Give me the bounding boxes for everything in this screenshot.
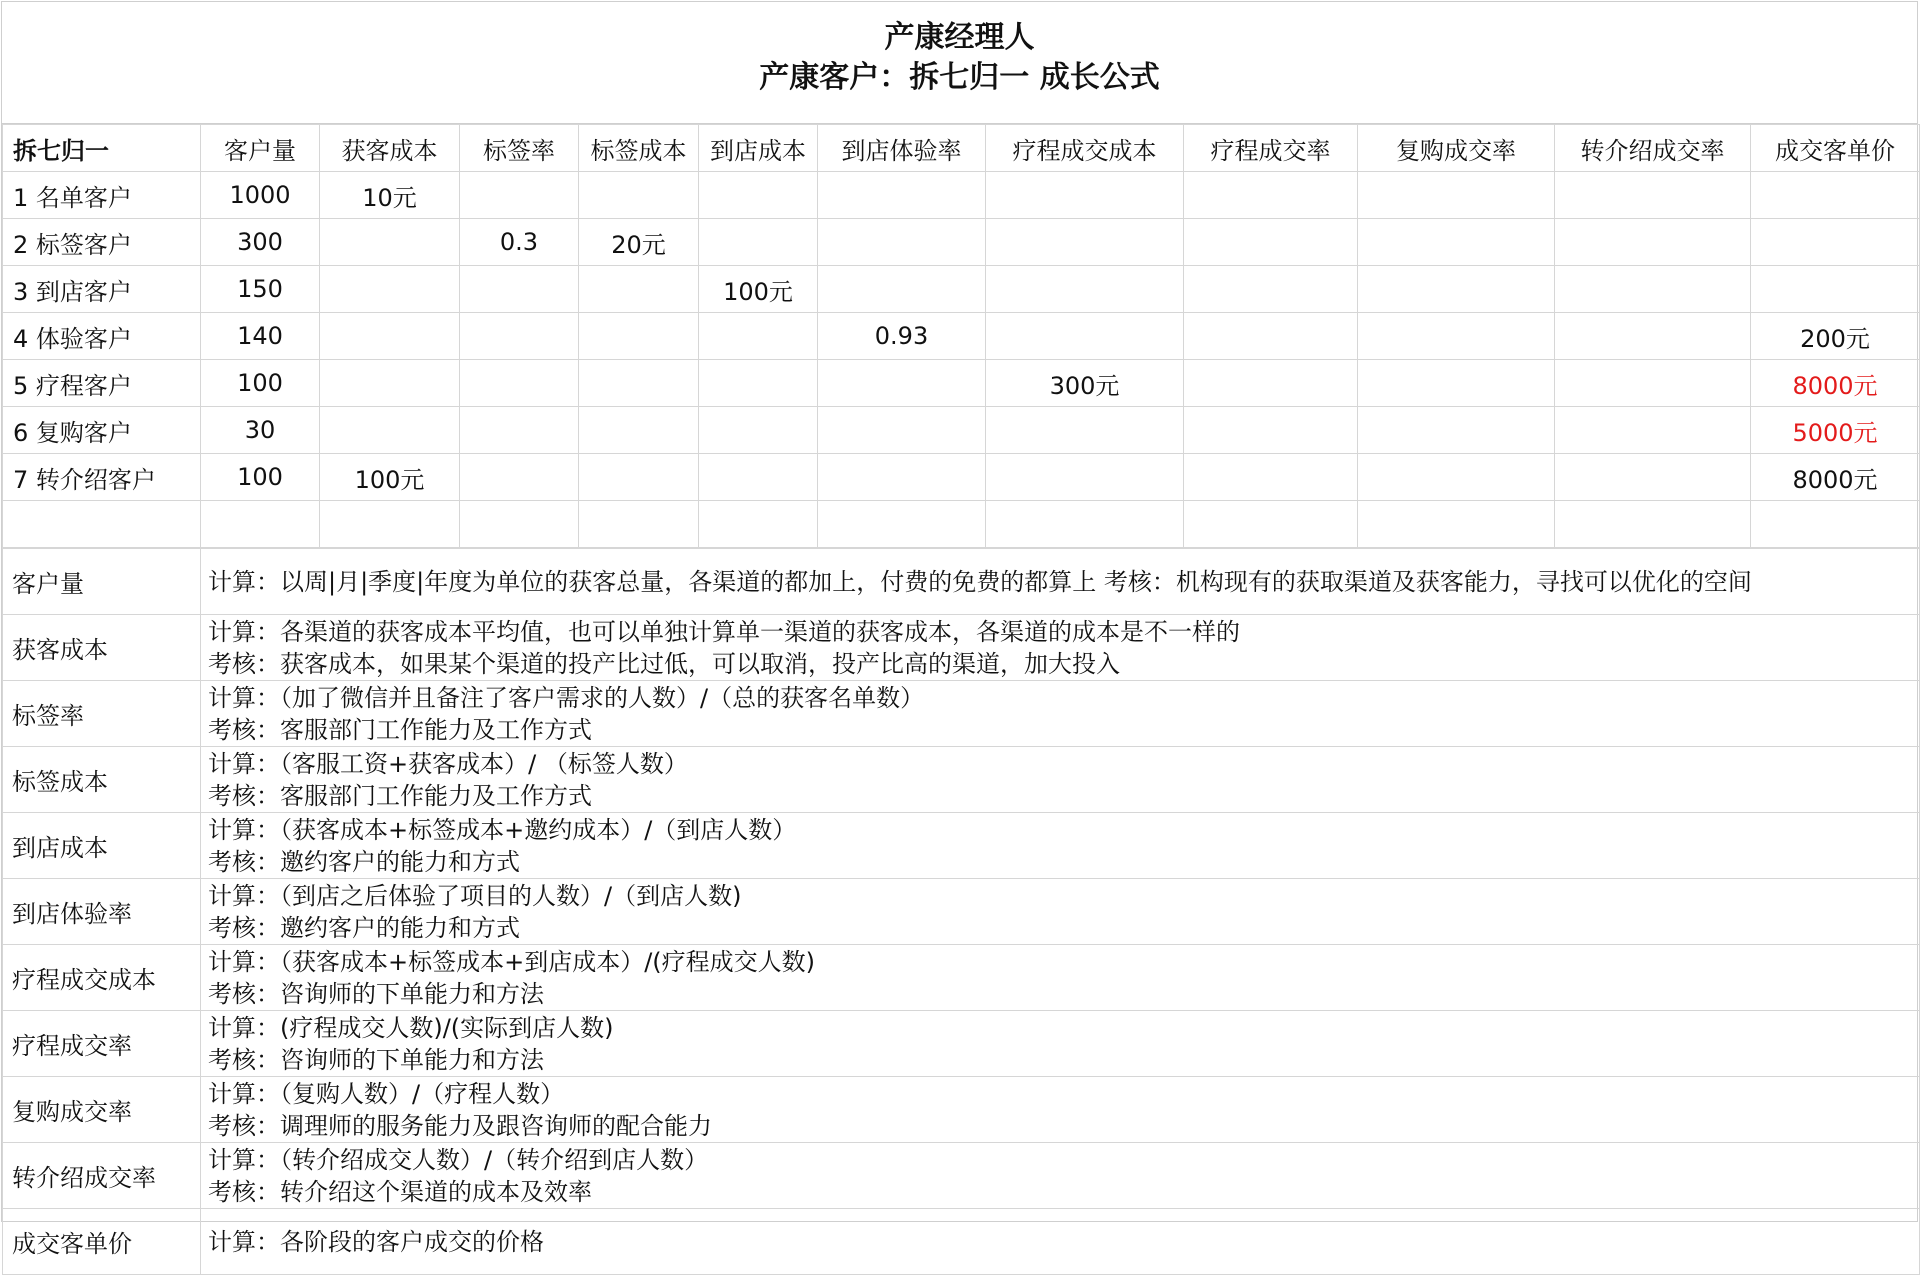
column-header[interactable]: 客户量	[201, 125, 320, 172]
table-row	[3, 407, 1920, 454]
table-cell[interactable]	[579, 501, 699, 548]
definition-line: 计算：（获客成本+标签成本+到店成本）/(疗程成交人数)	[208, 947, 816, 976]
definition-line: 计算：各渠道的获客成本平均值，也可以单独计算单一渠道的获客成本，各渠道的成本是不一样的	[208, 617, 1240, 646]
definition-line: 计算：以周|月|季度|年度为单位的获客总量，各渠道的都加上，付费的免费的都算上 考核：机构现有的获取渠道及获客能力，寻找可以优化的空间	[208, 567, 1752, 596]
table-cell[interactable]	[818, 360, 986, 407]
table-cell[interactable]	[699, 172, 818, 219]
definition-row	[3, 813, 1920, 879]
column-header[interactable]: 获客成本	[320, 125, 460, 172]
table-cell[interactable]: 140	[201, 313, 320, 360]
definition-text[interactable]	[201, 615, 1920, 681]
table-cell[interactable]: 5000元	[1751, 407, 1920, 454]
table-cell[interactable]	[1555, 219, 1751, 266]
table-cell[interactable]	[579, 407, 699, 454]
table-cell[interactable]	[320, 360, 460, 407]
table-cell[interactable]	[460, 266, 579, 313]
table-cell[interactable]	[579, 313, 699, 360]
table-cell[interactable]	[1751, 266, 1920, 313]
table-cell[interactable]	[1358, 407, 1555, 454]
table-cell[interactable]	[1184, 360, 1358, 407]
column-header[interactable]: 标签成本	[579, 125, 699, 172]
definition-row	[3, 615, 1920, 681]
definition-line: 考核：咨询师的下单能力和方法	[208, 1045, 544, 1074]
table-cell[interactable]: 100元	[320, 454, 460, 501]
table-cell[interactable]	[986, 454, 1184, 501]
definition-row	[3, 1209, 1920, 1275]
column-header[interactable]: 复购成交率	[1358, 125, 1555, 172]
table-row	[3, 219, 1920, 266]
table-cell[interactable]	[320, 266, 460, 313]
table-cell[interactable]: 300元	[986, 360, 1184, 407]
table-cell[interactable]	[1358, 219, 1555, 266]
column-header[interactable]: 拆七归一	[3, 125, 201, 172]
row-label-cell[interactable]: 1 名单客户	[3, 172, 201, 219]
definition-text[interactable]	[201, 549, 1920, 615]
definition-row	[3, 681, 1920, 747]
row-label-cell[interactable]: 2 标签客户	[3, 219, 201, 266]
definition-text[interactable]	[201, 1011, 1920, 1077]
table-cell[interactable]: 8000元	[1751, 360, 1920, 407]
definition-label[interactable]: 标签成本	[3, 747, 201, 813]
table-cell[interactable]	[818, 219, 986, 266]
definition-text[interactable]	[201, 747, 1920, 813]
definition-label[interactable]: 到店体验率	[3, 879, 201, 945]
definition-text[interactable]	[201, 681, 1920, 747]
column-header[interactable]: 标签率	[460, 125, 579, 172]
row-label-cell[interactable]: 7 转介绍客户	[3, 454, 201, 501]
definition-line: 计算：（复购人数）/（疗程人数）	[208, 1079, 565, 1108]
page-subtitle: 产康客户：拆七归一 成长公式	[759, 60, 1160, 95]
definition-text[interactable]	[201, 945, 1920, 1011]
definition-text[interactable]	[201, 1209, 1920, 1275]
definition-text[interactable]	[201, 1077, 1920, 1143]
table-cell[interactable]	[818, 501, 986, 548]
table-cell[interactable]: 0.93	[818, 313, 986, 360]
table-cell[interactable]	[986, 219, 1184, 266]
table-cell[interactable]: 300	[201, 219, 320, 266]
definition-text[interactable]	[201, 813, 1920, 879]
table-cell[interactable]	[818, 172, 986, 219]
table-cell[interactable]	[986, 172, 1184, 219]
definition-text[interactable]	[201, 1143, 1920, 1209]
page-title: 产康经理人	[884, 20, 1035, 55]
table-cell[interactable]	[1751, 501, 1920, 548]
definition-label[interactable]: 转介绍成交率	[3, 1143, 201, 1209]
definition-label[interactable]: 疗程成交成本	[3, 945, 201, 1011]
header-row	[3, 125, 1920, 172]
table-cell[interactable]	[699, 219, 818, 266]
table-row	[3, 454, 1920, 501]
definition-row	[3, 549, 1920, 615]
table-cell[interactable]	[1184, 313, 1358, 360]
table-cell[interactable]	[1358, 266, 1555, 313]
definition-text[interactable]	[201, 879, 1920, 945]
definition-line: 考核：客服部门工作能力及工作方式	[208, 715, 592, 744]
definition-row	[3, 1077, 1920, 1143]
definition-line: 计算：（到店之后体验了项目的人数）/（到店人数)	[208, 881, 742, 910]
definition-line: 考核：邀约客户的能力和方式	[208, 847, 520, 876]
table-row	[3, 266, 1920, 313]
spreadsheet	[1, 1, 1918, 1258]
metrics-table	[2, 124, 1920, 548]
table-cell[interactable]: 8000元	[1751, 454, 1920, 501]
table-cell[interactable]	[1555, 172, 1751, 219]
definition-label[interactable]: 标签率	[3, 681, 201, 747]
table-cell[interactable]: 100元	[699, 266, 818, 313]
table-cell[interactable]	[1555, 313, 1751, 360]
table-cell[interactable]: 0.3	[460, 219, 579, 266]
definition-label[interactable]: 疗程成交率	[3, 1011, 201, 1077]
table-cell[interactable]	[320, 219, 460, 266]
table-cell[interactable]	[460, 501, 579, 548]
table-row	[3, 360, 1920, 407]
row-label-cell[interactable]: 3 到店客户	[3, 266, 201, 313]
table-cell[interactable]	[1751, 219, 1920, 266]
table-cell[interactable]: 10元	[320, 172, 460, 219]
table-cell[interactable]	[1555, 360, 1751, 407]
table-cell[interactable]: 1000	[201, 172, 320, 219]
table-cell[interactable]	[699, 407, 818, 454]
table-cell[interactable]	[1358, 501, 1555, 548]
definition-line: 考核：邀约客户的能力和方式	[208, 913, 520, 942]
table-cell[interactable]: 30	[201, 407, 320, 454]
table-cell[interactable]	[460, 454, 579, 501]
table-cell[interactable]	[460, 172, 579, 219]
table-cell[interactable]: 100	[201, 360, 320, 407]
row-label-cell[interactable]	[3, 501, 201, 548]
table-cell[interactable]: 20元	[579, 219, 699, 266]
table-cell[interactable]	[460, 360, 579, 407]
definition-label[interactable]: 成交客单价	[3, 1209, 201, 1275]
definition-row	[3, 1143, 1920, 1209]
table-cell[interactable]	[1555, 501, 1751, 548]
table-cell[interactable]	[986, 313, 1184, 360]
definition-line: 计算：（转介绍成交人数）/（转介绍到店人数）	[208, 1145, 709, 1174]
row-label-cell[interactable]: 5 疗程客户	[3, 360, 201, 407]
table-cell[interactable]	[699, 454, 818, 501]
table-cell[interactable]	[818, 266, 986, 313]
definition-line: 计算：各阶段的客户成交的价格	[208, 1227, 544, 1256]
table-cell[interactable]	[460, 407, 579, 454]
column-header[interactable]: 到店体验率	[818, 125, 986, 172]
definition-line: 考核：客服部门工作能力及工作方式	[208, 781, 592, 810]
table-cell[interactable]	[818, 454, 986, 501]
table-cell[interactable]: 150	[201, 266, 320, 313]
table-cell[interactable]	[320, 407, 460, 454]
table-row	[3, 313, 1920, 360]
table-cell[interactable]	[1358, 360, 1555, 407]
table-cell[interactable]	[1751, 172, 1920, 219]
table-cell[interactable]	[579, 266, 699, 313]
table-cell[interactable]	[201, 501, 320, 548]
definition-line: 计算：(疗程成交人数)/(实际到店人数)	[208, 1013, 614, 1042]
column-header[interactable]: 转介绍成交率	[1555, 125, 1751, 172]
table-cell[interactable]	[1358, 172, 1555, 219]
row-label-cell[interactable]: 4 体验客户	[3, 313, 201, 360]
table-cell[interactable]	[1184, 219, 1358, 266]
table-cell[interactable]	[1358, 454, 1555, 501]
table-cell[interactable]	[1555, 407, 1751, 454]
table-cell[interactable]	[460, 313, 579, 360]
table-cell[interactable]	[579, 360, 699, 407]
table-cell[interactable]	[986, 266, 1184, 313]
definitions-table	[2, 548, 1920, 1275]
definition-label[interactable]: 复购成交率	[3, 1077, 201, 1143]
definition-row	[3, 945, 1920, 1011]
table-cell[interactable]	[986, 407, 1184, 454]
definition-row	[3, 1011, 1920, 1077]
title-block	[2, 2, 1917, 124]
definition-line: 计算：（客服工资+获客成本）/ （标签人数）	[208, 749, 688, 778]
table-cell[interactable]	[1555, 266, 1751, 313]
table-cell[interactable]	[320, 501, 460, 548]
table-cell[interactable]	[579, 454, 699, 501]
table-cell[interactable]: 200元	[1751, 313, 1920, 360]
table-cell[interactable]	[579, 172, 699, 219]
table-cell[interactable]	[1184, 407, 1358, 454]
table-row	[3, 172, 1920, 219]
definition-line: 考核：获客成本，如果某个渠道的投产比过低，可以取消，投产比高的渠道，加大投入	[208, 649, 1120, 678]
definition-label[interactable]: 客户量	[3, 549, 201, 615]
table-cell[interactable]	[699, 360, 818, 407]
definition-row	[3, 879, 1920, 945]
table-cell[interactable]	[1184, 266, 1358, 313]
table-cell[interactable]	[699, 501, 818, 548]
definition-label[interactable]: 到店成本	[3, 813, 201, 879]
table-cell[interactable]	[986, 501, 1184, 548]
column-header[interactable]: 到店成本	[699, 125, 818, 172]
table-cell[interactable]	[1184, 501, 1358, 548]
table-cell[interactable]	[1184, 172, 1358, 219]
row-label-cell[interactable]: 6 复购客户	[3, 407, 201, 454]
table-cell[interactable]: 100	[201, 454, 320, 501]
table-row	[3, 501, 1920, 548]
table-cell[interactable]	[1358, 313, 1555, 360]
definition-line: 考核：咨询师的下单能力和方法	[208, 979, 544, 1008]
table-cell[interactable]	[1555, 454, 1751, 501]
table-cell[interactable]	[1184, 454, 1358, 501]
column-header[interactable]: 成交客单价	[1751, 125, 1920, 172]
definition-line: 计算：（获客成本+标签成本+邀约成本）/（到店人数）	[208, 815, 797, 844]
definition-line: 考核：调理师的服务能力及跟咨询师的配合能力	[208, 1111, 712, 1140]
table-cell[interactable]	[320, 313, 460, 360]
definition-row	[3, 747, 1920, 813]
definition-line: 计算：（加了微信并且备注了客户需求的人数）/（总的获客名单数）	[208, 683, 925, 712]
column-header[interactable]: 疗程成交率	[1184, 125, 1358, 172]
table-cell[interactable]	[699, 313, 818, 360]
definition-label[interactable]: 获客成本	[3, 615, 201, 681]
definition-line: 考核：转介绍这个渠道的成本及效率	[208, 1177, 592, 1206]
column-header[interactable]: 疗程成交成本	[986, 125, 1184, 172]
table-cell[interactable]	[818, 407, 986, 454]
